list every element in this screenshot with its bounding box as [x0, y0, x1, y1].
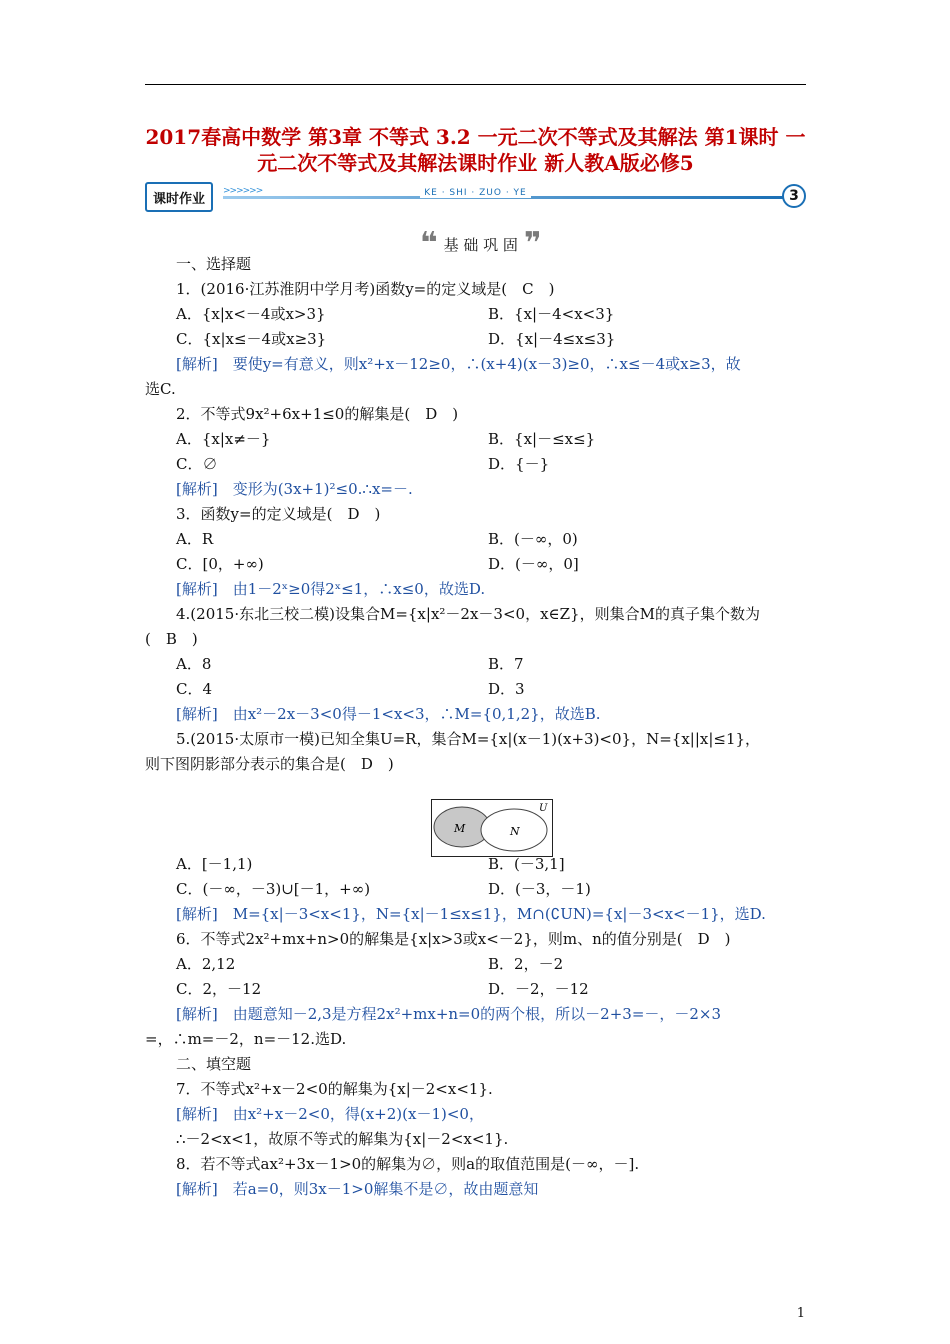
- text-line: 则下图阴影部分表示的集合是( D ): [145, 755, 394, 773]
- banner-label: 课时作业: [145, 182, 213, 212]
- text-line: C．4: [176, 680, 213, 698]
- venn-svg: [432, 800, 552, 856]
- text-line: C．(－∞，－3)∪[－1，+∞): [176, 880, 371, 898]
- text-line: D．(－3，－1): [488, 880, 591, 898]
- set-m-label: M: [454, 822, 466, 835]
- banner-pinyin-text: KE · SHI · ZUO · YE: [420, 188, 531, 198]
- text-line: 3．函数y=的定义域是( D ): [176, 505, 381, 523]
- text-line: C．2，－12: [176, 980, 262, 998]
- text-line: A．R: [176, 530, 214, 548]
- homework-banner: [145, 182, 806, 208]
- universe-label: U: [539, 803, 548, 814]
- text-line: ( B ): [145, 630, 198, 648]
- text-line: 1．(2016·江苏淮阴中学月考)函数y=的定义域是( C ): [176, 280, 555, 298]
- analysis-line: [解析] 由x²－2x－3<0得－1<x<3，∴M={0,1,2}，故选B.: [176, 705, 601, 723]
- text-line: A．2,12: [176, 955, 236, 973]
- text-line: B．{x|－4<x<3}: [488, 305, 615, 323]
- text-line: C．[0，+∞): [176, 555, 264, 573]
- analysis-line: [解析] 变形为(3x+1)²≤0.∴x=－.: [176, 480, 413, 498]
- text-line: B．7: [488, 655, 524, 673]
- text-line: D．{x|－4≤x≤3}: [488, 330, 616, 348]
- text-line: D．－2，－12: [488, 980, 589, 998]
- text-line: 4.(2015·东北三校二模)设集合M={x|x²－2x－3<0，x∈Z}，则集合M的真子集个数为: [176, 605, 760, 623]
- text-line: A．{x|x≠－}: [176, 430, 271, 448]
- text-line: C．{x|x≤－4或x≥3}: [176, 330, 327, 348]
- text-line: B．{x|－≤x≤}: [488, 430, 596, 448]
- section-heading: [420, 226, 542, 261]
- text-line: 5.(2015·太原市一模)已知全集U=R，集合M={x|(x－1)(x+3)<0}，N={x||x|≤1}，: [176, 730, 761, 748]
- venn-diagram: [431, 799, 553, 857]
- text-line: C．∅: [176, 455, 218, 473]
- set-n-label: N: [510, 825, 520, 838]
- analysis-line: [解析] 由x²+x－2<0，得(x+2)(x－1)<0，: [176, 1105, 484, 1123]
- banner-number: 3: [782, 184, 806, 208]
- text-line: 2．不等式9x²+6x+1≤0的解集是( D ): [176, 405, 459, 423]
- banner-arrows: >>>>>>: [223, 186, 263, 196]
- text-line: 选C.: [145, 380, 176, 398]
- text-line: 8．若不等式ax²+3x－1>0的解集为∅，则a的取值范围是(－∞，－].: [176, 1155, 640, 1173]
- text-line: =，∴m=－2，n=－12.选D.: [145, 1030, 347, 1048]
- text-line: 二、填空题: [176, 1055, 252, 1073]
- text-line: D．3: [488, 680, 525, 698]
- banner-pinyin: [145, 188, 806, 198]
- open-quote-icon: ❝: [420, 226, 438, 261]
- text-line: A．[－1,1): [176, 855, 253, 873]
- analysis-line: [解析] 由1－2ˣ≥0得2ˣ≤1，∴x≤0，故选D.: [176, 580, 486, 598]
- text-line: 6．不等式2x²+mx+n>0的解集是{x|x>3或x<－2}，则m、n的值分别是( D ): [176, 930, 731, 948]
- text-line: ∴－2<x<1，故原不等式的解集为{x|－2<x<1}.: [176, 1130, 509, 1148]
- analysis-line: [解析] 若a=0，则3x－1>0解集不是∅，故由题意知: [176, 1180, 539, 1198]
- text-line: B．2，－2: [488, 955, 564, 973]
- analysis-line: [解析] M={x|－3<x<1}，N={x|－1≤x≤1}，M∩(∁UN)={x|－3<x<－1}，选D.: [176, 905, 766, 923]
- text-line: 一、选择题: [176, 255, 252, 273]
- analysis-line: [解析] 要使y=有意义，则x²+x－12≥0，∴(x+4)(x－3)≥0，∴x≤－4或x≥3，故: [176, 355, 741, 373]
- text-line: 7．不等式x²+x－2<0的解集为{x|－2<x<1}.: [176, 1080, 493, 1098]
- analysis-line: [解析] 由题意知－2,3是方程2x²+mx+n=0的两个根，所以－2+3=－，－2×3: [176, 1005, 722, 1023]
- document-title: 2017春高中数学 第3章 不等式 3.2 一元二次不等式及其解法 第1课时 一元二次不等式及其解法课时作业 新人教A版必修5: [145, 125, 806, 175]
- text-line: D．(－∞，0]: [488, 555, 579, 573]
- text-line: D．{－}: [488, 455, 550, 473]
- close-quote-icon: ❞: [523, 226, 542, 261]
- text-line: A．{x|x<－4或x>3}: [176, 305, 326, 323]
- text-line: B．(－3,1]: [488, 855, 565, 873]
- header-rule: [145, 84, 806, 85]
- text-line: A．8: [176, 655, 212, 673]
- section-title: 基 础 巩 固: [443, 235, 518, 254]
- text-line: B．(－∞，0): [488, 530, 578, 548]
- page-number: 1: [796, 1306, 805, 1321]
